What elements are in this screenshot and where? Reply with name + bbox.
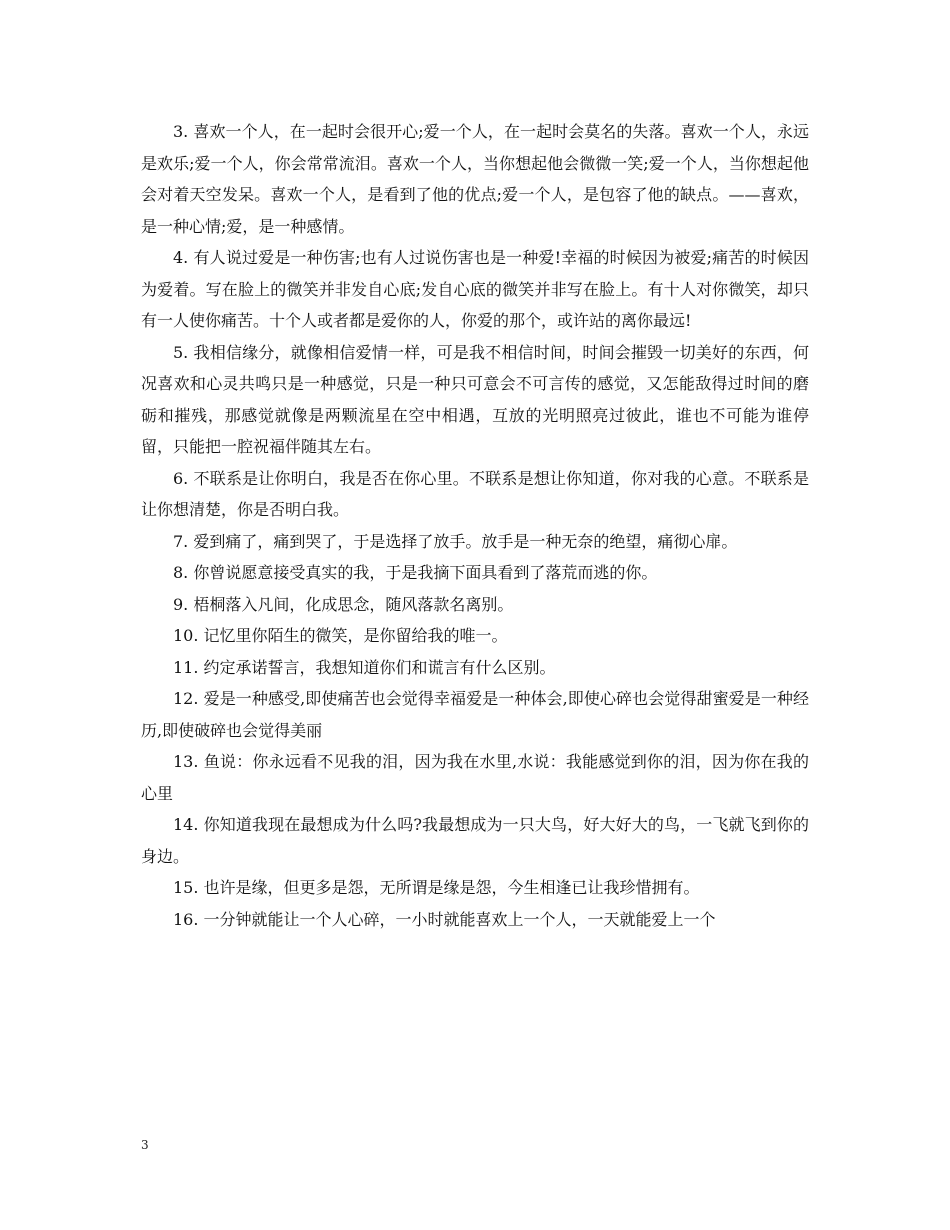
paragraph-9: 9. 梧桐落入凡间，化成思念，随风落款名离别。	[173, 594, 514, 614]
paragraph-10: 10. 记忆里你陌生的微笑，是你留给我的唯一。	[173, 626, 508, 645]
document-body	[141, 116, 809, 935]
paragraph-14: 14. 你知道我现在最想成为什么吗?我最想成为一只大鸟，好大好大的鸟，一飞就飞到你的身边。	[141, 815, 809, 866]
paragraph-4: 4. 有人说过爱是一种伤害;也有人过说伤害也是一种爱!幸福的时候因为被爱;痛苦的时候因为爱着。写在脸上的微笑并非发自心底;发自心底的微笑并非写在脸上。有十人对你微笑，却只有一人使你痛苦。十个人或者都是爱你的人，你爱的那个，或许站的离你最远!	[141, 248, 809, 330]
page-number: 3	[141, 1138, 149, 1152]
paragraph-12: 12. 爱是一种感受,即使痛苦也会觉得幸福爱是一种体会,即使心碎也会觉得甜蜜爱是一种经历,即使破碎也会觉得美丽	[141, 689, 809, 740]
paragraph-15: 15. 也许是缘，但更多是怨，无所谓是缘是怨，今生相逢已让我珍惜拥有。	[173, 878, 700, 897]
paragraph-16: 16. 一分钟就能让一个人心碎，一小时就能喜欢上一个人，一天就能爱上一个	[173, 909, 716, 929]
paragraph-3: 3. 喜欢一个人，在一起时会很开心;爱一个人，在一起时会莫名的失落。喜欢一个人，永远是欢乐;爱一个人，你会常常流泪。喜欢一个人，当你想起他会微微一笑;爱一个人，当你想起他会对着天空发呆。喜欢一个人，是看到了他的优点;爱一个人，是包容了他的缺点。——喜欢，是一种心情;爱，是一种感情。	[141, 122, 809, 236]
paragraph-11: 11. 约定承诺誓言，我想知道你们和谎言有什么区别。	[173, 657, 556, 677]
paragraph-13: 13. 鱼说：你永远看不见我的泪，因为我在水里,水说：我能感觉到你的泪，因为你在我的心里	[141, 752, 809, 803]
paragraph-6: 6. 不联系是让你明白，我是否在你心里。不联系是想让你知道，你对我的心意。不联系是让你想清楚，你是否明白我。	[141, 468, 809, 519]
paragraph-5: 5. 我相信缘分，就像相信爱情一样，可是我不相信时间，时间会摧毁一切美好的东西，何况喜欢和心灵共鸣只是一种感觉，只是一种只可意会不可言传的感觉，又怎能敌得过时间的磨砺和摧残，那感觉就像是两颗流星在空中相遇，互放的光明照亮过彼此，谁也不可能为谁停留，只能把一腔祝福伴随其左右。	[141, 342, 809, 456]
paragraph-8: 8. 你曾说愿意接受真实的我，于是我摘下面具看到了落荒而逃的你。	[173, 563, 658, 582]
paragraph-7: 7. 爱到痛了，痛到哭了，于是选择了放手。放手是一种无奈的绝望，痛彻心扉。	[173, 531, 738, 551]
